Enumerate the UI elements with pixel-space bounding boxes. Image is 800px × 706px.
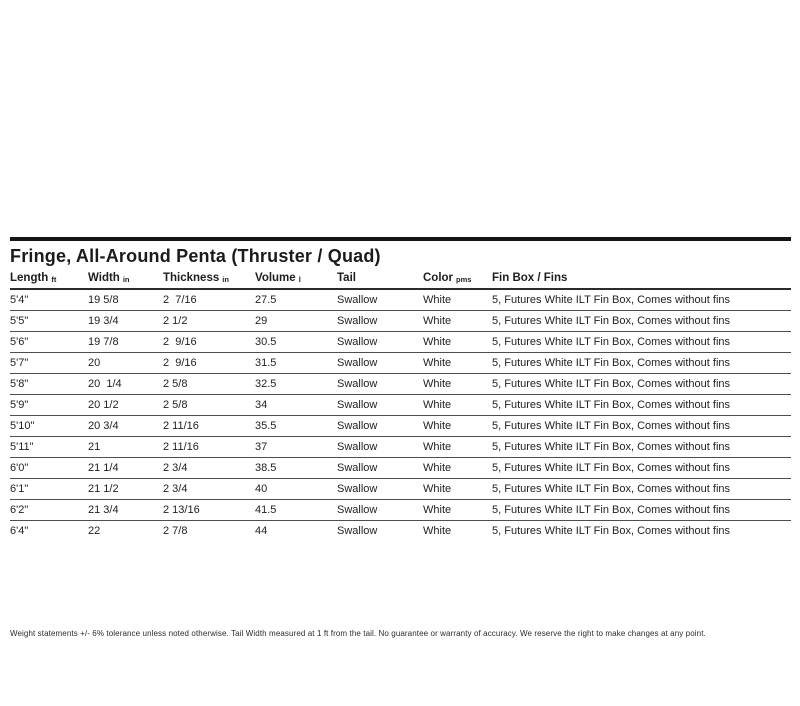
cell-volume: 34 (255, 399, 268, 411)
cell-length: 5'9" (10, 399, 29, 411)
cell-length: 5'8" (10, 378, 29, 390)
column-label: Fin Box / Fins (492, 271, 568, 284)
cell-width: 20 (88, 357, 101, 369)
cell-tail: Swallow (337, 525, 378, 537)
cell-color: White (423, 483, 452, 495)
table-row (10, 458, 791, 479)
cell-tail: Swallow (337, 462, 378, 474)
column-label: Length (10, 271, 49, 284)
cell-color: White (423, 336, 452, 348)
cell-finbox: 5, Futures White ILT Fin Box, Comes without fins (492, 294, 731, 306)
cell-color: White (423, 357, 452, 369)
cell-tail: Swallow (337, 420, 378, 432)
cell-length: 5'10" (10, 420, 35, 432)
column-unit: ft (51, 274, 57, 284)
table-row (10, 521, 791, 541)
cell-color: White (423, 420, 452, 432)
cell-thickness: 2 3/4 (163, 462, 188, 474)
cell-length: 6'1" (10, 483, 29, 495)
column-unit: in (222, 274, 229, 284)
column-header-tail (337, 272, 423, 284)
cell-width: 19 5/8 (88, 294, 119, 306)
cell-color: White (423, 462, 452, 474)
table-row (10, 353, 791, 374)
cell-width: 21 1/4 (88, 462, 119, 474)
cell-finbox: 5, Futures White ILT Fin Box, Comes without fins (492, 399, 731, 411)
column-label: Volume (255, 271, 296, 284)
cell-tail: Swallow (337, 399, 378, 411)
column-header-color (423, 272, 492, 284)
cell-length: 6'4" (10, 525, 29, 537)
cell-width: 21 1/2 (88, 483, 119, 495)
cell-finbox: 5, Futures White ILT Fin Box, Comes without fins (492, 357, 731, 369)
cell-volume: 41.5 (255, 504, 277, 516)
table-row (10, 311, 791, 332)
cell-width: 20 3/4 (88, 420, 119, 432)
cell-volume: 30.5 (255, 336, 277, 348)
cell-volume: 40 (255, 483, 268, 495)
cell-tail: Swallow (337, 441, 378, 453)
table-row (10, 500, 791, 521)
cell-thickness: 2 1/2 (163, 315, 188, 327)
column-header-thickness (163, 272, 255, 284)
column-unit: l (298, 274, 301, 284)
cell-volume: 29 (255, 315, 268, 327)
column-header-width (88, 272, 163, 284)
column-unit: pms (456, 274, 472, 284)
table-row (10, 416, 791, 437)
cell-finbox: 5, Futures White ILT Fin Box, Comes without fins (492, 462, 731, 474)
cell-width: 19 7/8 (88, 336, 119, 348)
cell-width: 20 1/4 (88, 378, 122, 390)
cell-color: White (423, 399, 452, 411)
column-label: Tail (337, 271, 356, 284)
table-row (10, 290, 791, 311)
cell-color: White (423, 504, 452, 516)
cell-volume: 44 (255, 525, 268, 537)
column-label: Color (423, 271, 454, 284)
cell-volume: 35.5 (255, 420, 277, 432)
cell-thickness: 2 11/16 (163, 441, 199, 453)
cell-length: 5'7" (10, 357, 29, 369)
cell-width: 22 (88, 525, 101, 537)
table-body (10, 290, 791, 541)
cell-tail: Swallow (337, 294, 378, 306)
cell-length: 6'0" (10, 462, 29, 474)
column-label: Thickness (163, 271, 220, 284)
cell-volume: 32.5 (255, 378, 277, 390)
table-row (10, 374, 791, 395)
table-header-row (10, 267, 791, 290)
cell-color: White (423, 315, 452, 327)
cell-finbox: 5, Futures White ILT Fin Box, Comes without fins (492, 441, 731, 453)
cell-length: 5'11" (10, 441, 34, 453)
cell-length: 6'2" (10, 504, 29, 516)
cell-length: 5'4" (10, 294, 29, 306)
table-row (10, 479, 791, 500)
cell-finbox: 5, Futures White ILT Fin Box, Comes without fins (492, 378, 731, 390)
cell-thickness: 2 3/4 (163, 483, 188, 495)
cell-length: 5'5" (10, 315, 29, 327)
cell-thickness: 2 5/8 (163, 399, 188, 411)
cell-finbox: 5, Futures White ILT Fin Box, Comes without fins (492, 336, 731, 348)
cell-tail: Swallow (337, 315, 378, 327)
cell-finbox: 5, Futures White ILT Fin Box, Comes without fins (492, 525, 731, 537)
column-unit: in (122, 274, 130, 284)
cell-thickness: 2 9/16 (163, 336, 197, 348)
table-row (10, 437, 791, 458)
cell-finbox: 5, Futures White ILT Fin Box, Comes without fins (492, 420, 731, 432)
cell-thickness: 2 13/16 (163, 504, 200, 516)
column-header-fin-box-fins (492, 272, 791, 284)
cell-length: 5'6" (10, 336, 29, 348)
cell-tail: Swallow (337, 336, 378, 348)
column-label: Width (88, 271, 120, 284)
footnote: Weight statements +/- 6% tolerance unless noted otherwise. Tail Width measured at 1 ft from the tail. No guarantee or warranty of accuracy. We reserve the right to make changes at any point. (10, 629, 706, 638)
cell-finbox: 5, Futures White ILT Fin Box, Comes without fins (492, 315, 731, 327)
cell-color: White (423, 525, 452, 537)
spec-sheet (10, 237, 791, 541)
cell-tail: Swallow (337, 357, 378, 369)
cell-tail: Swallow (337, 378, 378, 390)
cell-finbox: 5, Futures White ILT Fin Box, Comes without fins (492, 504, 731, 516)
cell-volume: 27.5 (255, 294, 277, 306)
cell-thickness: 2 7/8 (163, 525, 188, 537)
top-rule (10, 237, 791, 241)
cell-width: 20 1/2 (88, 399, 119, 411)
cell-finbox: 5, Futures White ILT Fin Box, Comes without fins (492, 483, 731, 495)
cell-tail: Swallow (337, 483, 378, 495)
column-header-length (10, 272, 88, 284)
cell-thickness: 2 9/16 (163, 357, 197, 369)
cell-thickness: 2 5/8 (163, 378, 188, 390)
cell-color: White (423, 294, 452, 306)
cell-width: 21 3/4 (88, 504, 119, 516)
table-row (10, 332, 791, 353)
page-title: Fringe, All-Around Penta (Thruster / Quad) (10, 246, 381, 266)
table-row (10, 395, 791, 416)
cell-color: White (423, 441, 452, 453)
cell-tail: Swallow (337, 504, 378, 516)
cell-width: 21 (88, 441, 101, 453)
cell-volume: 37 (255, 441, 268, 453)
cell-volume: 38.5 (255, 462, 277, 474)
column-header-volume (255, 272, 337, 284)
cell-thickness: 2 11/16 (163, 420, 199, 432)
cell-width: 19 3/4 (88, 315, 119, 327)
cell-thickness: 2 7/16 (163, 294, 197, 306)
cell-volume: 31.5 (255, 357, 277, 369)
cell-color: White (423, 378, 452, 390)
